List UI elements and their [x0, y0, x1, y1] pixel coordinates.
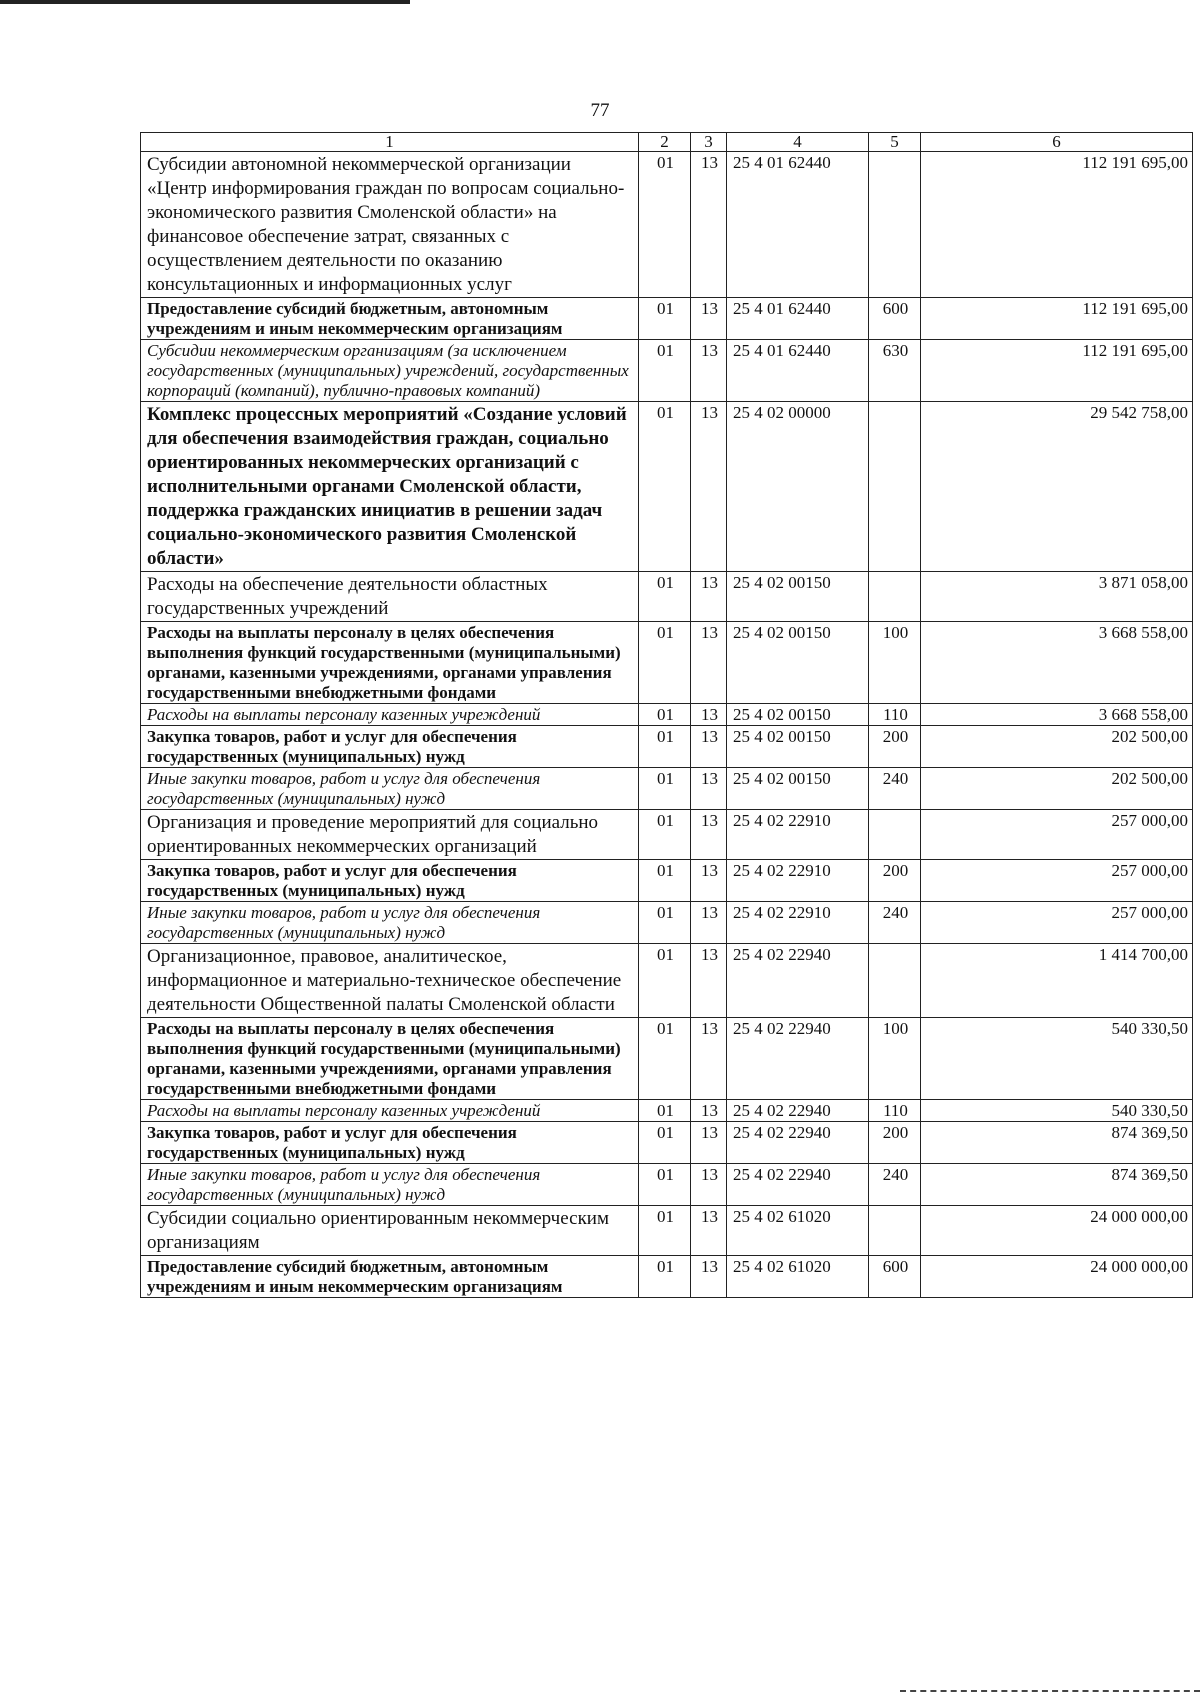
target-article-cell: 25 4 02 61020 [727, 1256, 869, 1298]
amount-cell: 257 000,00 [921, 810, 1193, 860]
subsection-code-cell: 13 [691, 340, 727, 402]
row-name-cell: Расходы на обеспечение деятельности областных государственных учреждений [141, 572, 639, 622]
table-row [141, 572, 1193, 622]
target-article-cell: 25 4 02 22940 [727, 1018, 869, 1100]
table-row [141, 1122, 1193, 1164]
target-article-cell: 25 4 02 22910 [727, 860, 869, 902]
amount-cell: 202 500,00 [921, 768, 1193, 810]
subsection-code-cell: 13 [691, 944, 727, 1018]
expense-type-cell: 240 [869, 1164, 921, 1206]
row-name-cell: Закупка товаров, работ и услуг для обеспечения государственных (муниципальных) нужд [141, 726, 639, 768]
section-code-cell: 01 [639, 902, 691, 944]
subsection-code-cell: 13 [691, 152, 727, 298]
amount-cell: 874 369,50 [921, 1122, 1193, 1164]
row-name-cell: Расходы на выплаты персоналу в целях обеспечения выполнения функций государственными (муниципальными) органами, казенными учреждениями, органами управления государственными внебюджетными фондами [141, 622, 639, 704]
section-code-cell: 01 [639, 704, 691, 726]
target-article-cell: 25 4 02 00150 [727, 726, 869, 768]
section-code-cell: 01 [639, 572, 691, 622]
page-number: 77 [590, 100, 610, 121]
table-row [141, 704, 1193, 726]
amount-cell: 3 668 558,00 [921, 622, 1193, 704]
expense-type-cell: 240 [869, 902, 921, 944]
table-row [141, 860, 1193, 902]
amount-cell: 257 000,00 [921, 902, 1193, 944]
subsection-code-cell: 13 [691, 704, 727, 726]
expense-type-cell: 630 [869, 340, 921, 402]
section-code-cell: 01 [639, 402, 691, 572]
amount-cell: 540 330,50 [921, 1018, 1193, 1100]
subsection-code-cell: 13 [691, 1164, 727, 1206]
row-name-cell: Организация и проведение мероприятий для социально ориентированных некоммерческих организаций [141, 810, 639, 860]
table-row [141, 622, 1193, 704]
expense-type-cell [869, 1206, 921, 1256]
target-article-cell: 25 4 01 62440 [727, 152, 869, 298]
section-code-cell: 01 [639, 1256, 691, 1298]
target-article-cell: 25 4 02 22940 [727, 1122, 869, 1164]
row-name-cell: Предоставление субсидий бюджетным, автономным учреждениям и иным некоммерческим организациям [141, 298, 639, 340]
section-code-cell: 01 [639, 340, 691, 402]
expense-type-cell: 100 [869, 1018, 921, 1100]
header-cell: 3 [691, 133, 727, 152]
amount-cell: 112 191 695,00 [921, 298, 1193, 340]
target-article-cell: 25 4 02 61020 [727, 1206, 869, 1256]
expense-type-cell [869, 572, 921, 622]
section-code-cell: 01 [639, 768, 691, 810]
section-code-cell: 01 [639, 622, 691, 704]
subsection-code-cell: 13 [691, 768, 727, 810]
row-name-cell: Субсидии некоммерческим организациям (за исключением государственных (муниципальных) учреждений, государственных корпораций (компаний), публично-правовых компаний) [141, 340, 639, 402]
table-row [141, 944, 1193, 1018]
header-cell: 5 [869, 133, 921, 152]
row-name-cell: Расходы на выплаты персоналу в целях обеспечения выполнения функций государственными (муниципальными) органами, казенными учреждениями, органами управления государственными внебюджетными фондами [141, 1018, 639, 1100]
section-code-cell: 01 [639, 152, 691, 298]
row-name-cell: Иные закупки товаров, работ и услуг для обеспечения государственных (муниципальных) нужд [141, 902, 639, 944]
table-header-row [141, 133, 1193, 152]
amount-cell: 112 191 695,00 [921, 340, 1193, 402]
subsection-code-cell: 13 [691, 1100, 727, 1122]
table-row [141, 902, 1193, 944]
table-row [141, 298, 1193, 340]
expense-type-cell: 600 [869, 298, 921, 340]
row-name-cell: Закупка товаров, работ и услуг для обеспечения государственных (муниципальных) нужд [141, 860, 639, 902]
subsection-code-cell: 13 [691, 402, 727, 572]
section-code-cell: 01 [639, 1206, 691, 1256]
section-code-cell: 01 [639, 726, 691, 768]
expense-type-cell: 100 [869, 622, 921, 704]
scan-edge-mark [0, 0, 410, 4]
target-article-cell: 25 4 02 00150 [727, 704, 869, 726]
section-code-cell: 01 [639, 944, 691, 1018]
expense-type-cell: 200 [869, 726, 921, 768]
row-name-cell: Закупка товаров, работ и услуг для обеспечения государственных (муниципальных) нужд [141, 1122, 639, 1164]
target-article-cell: 25 4 02 00150 [727, 622, 869, 704]
amount-cell: 202 500,00 [921, 726, 1193, 768]
expense-type-cell: 200 [869, 860, 921, 902]
expense-type-cell [869, 152, 921, 298]
table-row [141, 1256, 1193, 1298]
row-name-cell: Предоставление субсидий бюджетным, автономным учреждениям и иным некоммерческим организациям [141, 1256, 639, 1298]
expense-type-cell [869, 810, 921, 860]
target-article-cell: 25 4 02 00150 [727, 768, 869, 810]
row-name-cell: Субсидии социально ориентированным некоммерческим организациям [141, 1206, 639, 1256]
header-cell: 4 [727, 133, 869, 152]
table-row [141, 152, 1193, 298]
target-article-cell: 25 4 02 22910 [727, 902, 869, 944]
amount-cell: 24 000 000,00 [921, 1206, 1193, 1256]
table-row [141, 1100, 1193, 1122]
expense-type-cell: 110 [869, 704, 921, 726]
subsection-code-cell: 13 [691, 622, 727, 704]
table-row [141, 1164, 1193, 1206]
subsection-code-cell: 13 [691, 1206, 727, 1256]
expense-type-cell: 240 [869, 768, 921, 810]
subsection-code-cell: 13 [691, 860, 727, 902]
row-name-cell: Иные закупки товаров, работ и услуг для обеспечения государственных (муниципальных) нужд [141, 1164, 639, 1206]
row-name-cell: Субсидии автономной некоммерческой организации «Центр информирования граждан по вопросам социально-экономического развития Смоленской области» на финансовое обеспечение затрат, связанных с осуществлением деятельности по оказанию консультационных и информационных услуг [141, 152, 639, 298]
subsection-code-cell: 13 [691, 902, 727, 944]
section-code-cell: 01 [639, 1100, 691, 1122]
expense-type-cell: 110 [869, 1100, 921, 1122]
target-article-cell: 25 4 02 22940 [727, 1164, 869, 1206]
table-row [141, 1018, 1193, 1100]
section-code-cell: 01 [639, 1164, 691, 1206]
amount-cell: 3 668 558,00 [921, 704, 1193, 726]
subsection-code-cell: 13 [691, 1256, 727, 1298]
subsection-code-cell: 13 [691, 810, 727, 860]
table-row [141, 340, 1193, 402]
row-name-cell: Организационное, правовое, аналитическое, информационное и материально-техническое обеспечение деятельности Общественной палаты Смоленской области [141, 944, 639, 1018]
table-row [141, 768, 1193, 810]
target-article-cell: 25 4 02 00150 [727, 572, 869, 622]
target-article-cell: 25 4 02 00000 [727, 402, 869, 572]
row-name-cell: Комплекс процессных мероприятий «Создание условий для обеспечения взаимодействия граждан, социально ориентированных некоммерческих организаций с исполнительными органами Смоленской области, поддержка гражданских инициатив в решении задач социально-экономического развития Смоленской области» [141, 402, 639, 572]
amount-cell: 24 000 000,00 [921, 1256, 1193, 1298]
amount-cell: 29 542 758,00 [921, 402, 1193, 572]
target-article-cell: 25 4 02 22940 [727, 1100, 869, 1122]
subsection-code-cell: 13 [691, 726, 727, 768]
section-code-cell: 01 [639, 1122, 691, 1164]
amount-cell: 540 330,50 [921, 1100, 1193, 1122]
amount-cell: 257 000,00 [921, 860, 1193, 902]
expense-type-cell [869, 944, 921, 1018]
header-cell: 2 [639, 133, 691, 152]
subsection-code-cell: 13 [691, 1122, 727, 1164]
subsection-code-cell: 13 [691, 572, 727, 622]
expense-type-cell [869, 402, 921, 572]
amount-cell: 112 191 695,00 [921, 152, 1193, 298]
table-row [141, 1206, 1193, 1256]
expense-type-cell: 600 [869, 1256, 921, 1298]
subsection-code-cell: 13 [691, 1018, 727, 1100]
header-cell: 1 [141, 133, 639, 152]
target-article-cell: 25 4 01 62440 [727, 340, 869, 402]
row-name-cell: Иные закупки товаров, работ и услуг для обеспечения государственных (муниципальных) нужд [141, 768, 639, 810]
amount-cell: 3 871 058,00 [921, 572, 1193, 622]
row-name-cell: Расходы на выплаты персоналу казенных учреждений [141, 1100, 639, 1122]
target-article-cell: 25 4 02 22910 [727, 810, 869, 860]
target-article-cell: 25 4 02 22940 [727, 944, 869, 1018]
amount-cell: 874 369,50 [921, 1164, 1193, 1206]
section-code-cell: 01 [639, 298, 691, 340]
table-row [141, 402, 1193, 572]
budget-table [140, 132, 1193, 1298]
table-row [141, 726, 1193, 768]
amount-cell: 1 414 700,00 [921, 944, 1193, 1018]
subsection-code-cell: 13 [691, 298, 727, 340]
scan-bottom-dash [900, 1690, 1200, 1694]
section-code-cell: 01 [639, 1018, 691, 1100]
row-name-cell: Расходы на выплаты персоналу казенных учреждений [141, 704, 639, 726]
table-row [141, 810, 1193, 860]
section-code-cell: 01 [639, 860, 691, 902]
expense-type-cell: 200 [869, 1122, 921, 1164]
header-cell: 6 [921, 133, 1193, 152]
section-code-cell: 01 [639, 810, 691, 860]
target-article-cell: 25 4 01 62440 [727, 298, 869, 340]
